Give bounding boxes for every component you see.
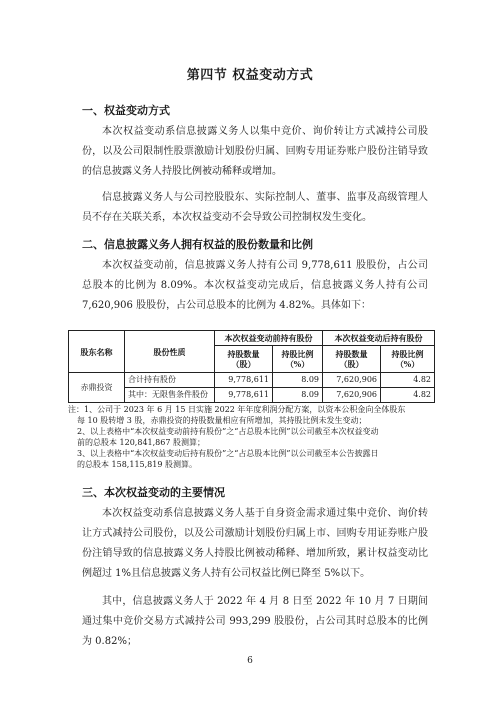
paragraph-relationship: 信息披露义务人与公司控股股东、实际控制人、董事、监事及高级管理人员不存在关联关系，本次权益变动不会导致公司控制权发生变化。 bbox=[82, 192, 428, 223]
table-notes bbox=[68, 404, 438, 470]
section-title: 第四节 权益变动方式 bbox=[186, 68, 314, 83]
header-holder: 股东名称 bbox=[69, 331, 125, 373]
heading-main-situation: 三、本次权益变动的主要情况 bbox=[82, 486, 225, 499]
header-after-group: 本次权益变动后持有股份 bbox=[323, 331, 435, 346]
table-header-row bbox=[69, 331, 435, 346]
note-line: 每 10 股转增 3 股，赤鼎投资的持股数量相应有所增加，其持股比例未发生变动； bbox=[77, 416, 367, 425]
note-line: 注：1、公司于 2023 年 6 月 15 日实施 2022 年年度利润分配方案，以资本公积金向全体股东 bbox=[68, 405, 406, 414]
note-line: 前的总股本 120,841,867 股测算； bbox=[77, 438, 205, 447]
page-number: 6 bbox=[247, 656, 253, 666]
heading-share-quantity: 二、信息披露义务人拥有权益的股份数量和比例 bbox=[82, 238, 313, 251]
subheader-ratio-before: 持股比例（%） bbox=[273, 346, 323, 373]
paragraph-main-situation: 本次权益变动系信息披露义务人基于自身资金需求通过集中竞价、询价转让方式减持公司股份，以及公司激励计划股份归属上市、回购专用证券账户股份注销导致的信息披露义务人持股比例被动稀释、增加所致，累计权益变动比例超过 1%且信息披露义务人持有公司权益比例已降至 5%以下。 bbox=[82, 508, 428, 579]
cell-qty-after: 7,620,906 bbox=[323, 373, 381, 388]
header-before-group: 本次权益变动前持有股份 bbox=[215, 331, 323, 346]
note-line: 2、以上表格中“本次权益变动前持有股份”之“占总股本比例”以公司截至本次权益变动 bbox=[77, 427, 379, 436]
paragraph-method: 本次权益变动系信息披露义务人以集中竞价、询价转让方式减持公司股份，以及公司限制性股票激励计划股份归属、回购专用证券账户股份注销导致的信息披露义务人持股比例被动稀释或增加。 bbox=[82, 126, 428, 177]
cell-ratio-after: 4.82 bbox=[381, 388, 435, 403]
cell-qty-before: 9,778,611 bbox=[215, 373, 273, 388]
cell-nature: 合计持有股份 bbox=[125, 373, 215, 388]
heading-equity-change-method: 一、权益变动方式 bbox=[82, 104, 170, 117]
note-line: 3、以上表格中“本次权益变动后持有股份”之“占总股本比例”以公司截至本公告披露日 bbox=[77, 449, 379, 458]
shareholding-table bbox=[68, 330, 435, 403]
paragraph-share-quantity: 本次权益变动前，信息披露义务人持有公司 9,778,611 股股份，占公司总股本的比例为 8.09%。本次权益变动完成后，信息披露义务人持有公司 7,620,906 股股份，占公司总股本的比例为 4.82%。具体如下： bbox=[82, 260, 428, 311]
cell-ratio-after: 4.82 bbox=[381, 373, 435, 388]
cell-qty-after: 7,620,906 bbox=[323, 388, 381, 403]
cell-ratio-before: 8.09 bbox=[273, 373, 323, 388]
subheader-qty-after: 持股数量（股） bbox=[323, 346, 381, 373]
header-nature: 股份性质 bbox=[125, 331, 215, 373]
cell-ratio-before: 8.09 bbox=[273, 388, 323, 403]
table-row bbox=[69, 373, 435, 388]
cell-qty-before: 9,778,611 bbox=[215, 388, 273, 403]
paragraph-reduction-detail: 其中，信息披露义务人于 2022 年 4 月 8 日至 2022 年 10 月 7 日期间通过集中竞价交易方式减持公司 993,299 股股份，占公司其时总股本的比例为 0.82%； bbox=[82, 596, 428, 647]
subheader-qty-before: 持股数量（股） bbox=[215, 346, 273, 373]
subheader-ratio-after: 持股比例（%） bbox=[381, 346, 435, 373]
note-line: 的总股本 158,115,819 股测算。 bbox=[77, 460, 197, 469]
cell-nature: 其中：无限售条件股份 bbox=[125, 388, 215, 403]
cell-holder: 赤鼎投资 bbox=[69, 373, 125, 403]
